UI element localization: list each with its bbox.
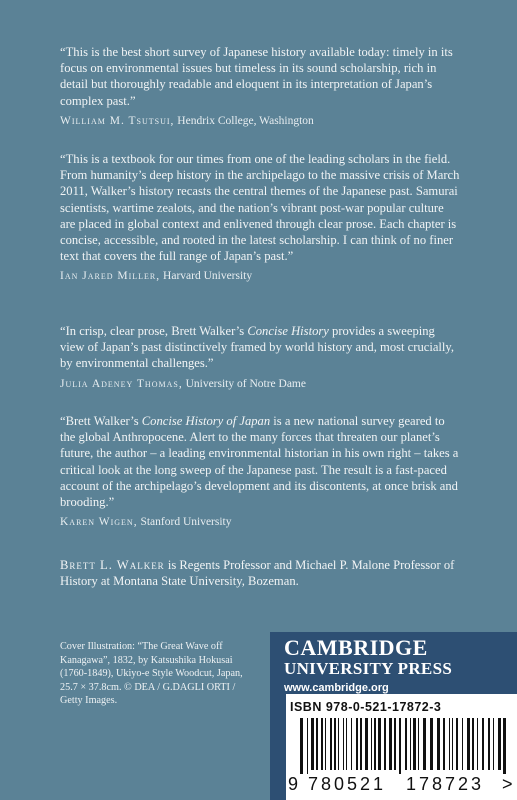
barcode-bar [300, 718, 303, 774]
barcode-bar [482, 718, 484, 770]
review-attribution [60, 114, 460, 128]
barcode-bar [325, 718, 326, 770]
barcode-bar [365, 718, 368, 770]
publisher-logo-text [284, 636, 452, 678]
barcode-bar [346, 718, 347, 770]
barcode-bar [488, 718, 490, 770]
publisher-name-line1: CAMBRIDGE [284, 635, 428, 660]
review-4 [60, 413, 460, 529]
barcode-bar [430, 718, 433, 770]
book-title-italic: Concise History [247, 324, 329, 338]
review-attribution [60, 269, 460, 283]
review-quote: “This is a textbook for our times from one of the leading scholars in the field. From humanity’s deep history in the archipelago to the massive crisis of March 2011, Walker’s history recasts the central themes of the Japanese past. Samurai scientists, wartime zealots, and the nation’s vibrant post-war popular culture are placed in global context and enlivened through clear prose. Each chapter is concise, accessible, and rooted in the latest scholarship. I can think of no finer text that covers the full range of Japan’s past.” [60, 152, 460, 264]
barcode-bar [351, 718, 352, 770]
reviewer-name: William M. Tsutsui, [60, 114, 175, 127]
barcode-bar [334, 718, 336, 770]
publisher-url: www.cambridge.org [284, 682, 389, 694]
review-1 [60, 44, 460, 128]
barcode-bar [443, 718, 445, 770]
barcode-bar [462, 718, 463, 770]
barcode-bar [378, 718, 381, 770]
reviewer-name: Julia Adeney Thomas, [60, 377, 183, 390]
barcode-icon [296, 718, 511, 774]
barcode-bar [360, 718, 362, 770]
barcode-bar [503, 718, 506, 774]
barcode-bar [394, 718, 396, 770]
review-attribution [60, 377, 460, 391]
barcode-bar [410, 718, 411, 770]
review-quote: “In crisp, clear prose, Brett Walker’s Concise History provides a sweeping view of Japan’s past distinctively framed by world history and, most crucially, by environmental challenges.” [60, 324, 455, 371]
barcode-bar [371, 718, 372, 770]
barcode-bar [311, 718, 314, 770]
barcode-digit-group-2: 178723 [406, 774, 485, 794]
reviewer-name: Karen Wigen, [60, 516, 138, 529]
reviewer-affiliation: Hendrix College, Washington [177, 114, 314, 127]
barcode-digit-lead: 9 [288, 774, 299, 794]
barcode-bar [316, 718, 318, 770]
reviewer-affiliation: Stanford University [140, 516, 232, 529]
barcode-bar [321, 718, 323, 770]
barcode-bar [467, 718, 470, 770]
barcode-bar [338, 718, 339, 770]
barcode-bar [343, 718, 344, 770]
barcode-bar [472, 718, 474, 770]
reviewer-affiliation: University of Notre Dame [185, 377, 306, 390]
barcode-bar [477, 718, 478, 770]
barcode-bar [437, 718, 440, 770]
barcode-bar [413, 718, 416, 770]
book-title-italic: Concise History of Japan [141, 414, 271, 428]
review-quote: “Brett Walker’s Concise History of Japan is a new national survey geared to the global Anthropocene. Alert to the many forces that threaten our planet’s future, the author – a leading environmental historian in his own right – takes a critical look at the long sweep of the Japanese past. The result is a fast-paced account of the archipelago’s development and its discontents, at once brisk and brooding.” [60, 414, 459, 510]
barcode-bar [449, 718, 450, 770]
barcode-bar [356, 718, 358, 770]
author-bio [60, 557, 480, 589]
review-2 [60, 151, 460, 283]
barcode-bar [307, 718, 308, 774]
barcode-bar [405, 718, 407, 770]
barcode-bar [418, 718, 419, 770]
barcode-digits [286, 774, 517, 796]
barcode-bar [498, 718, 501, 770]
barcode-bar [493, 718, 494, 770]
review-attribution [60, 515, 460, 529]
author-name: Brett L. Walker [60, 558, 165, 572]
barcode-bar [384, 718, 386, 770]
review-3 [60, 323, 460, 391]
barcode-bar [452, 718, 453, 770]
reviewer-name: Ian Jared Miller, [60, 270, 161, 283]
barcode-end-mark: > [502, 774, 513, 794]
barcode-box [286, 694, 517, 800]
barcode-digit-group-1: 780521 [308, 774, 387, 794]
barcode-bar [330, 718, 332, 770]
barcode-bar [374, 718, 376, 770]
barcode-bar [456, 718, 458, 770]
barcode-bar [389, 718, 392, 770]
cover-illustration-credit: Cover Illustration: “The Great Wave off Kanagawa”, 1832, by Katsushika Hokusai (1760-1849), Ukiyo-e Style Woodcut, Japan, 25.7 × 37.8cm. © DEA / G.DAGLI ORTI / Getty Images. [60, 641, 243, 707]
barcode-bar [399, 718, 401, 774]
reviewer-affiliation: Harvard University [163, 270, 253, 283]
review-quote: “This is the best short survey of Japanese history available today: timely in its focus on environmental issues but timeless in its sound scholarship, rich in detail but thoroughly readable and eloquent in its interpretation of Japan’s complex past.” [60, 45, 453, 108]
publisher-name-line2: UNIVERSITY PRESS [284, 659, 453, 678]
author-bio-text: is Regents Professor and Michael P. Malone Professor of History at Montana State University, Bozeman. [60, 558, 455, 589]
isbn-text: ISBN 978-0-521-17872-3 [290, 700, 442, 714]
barcode-bar [423, 718, 426, 770]
